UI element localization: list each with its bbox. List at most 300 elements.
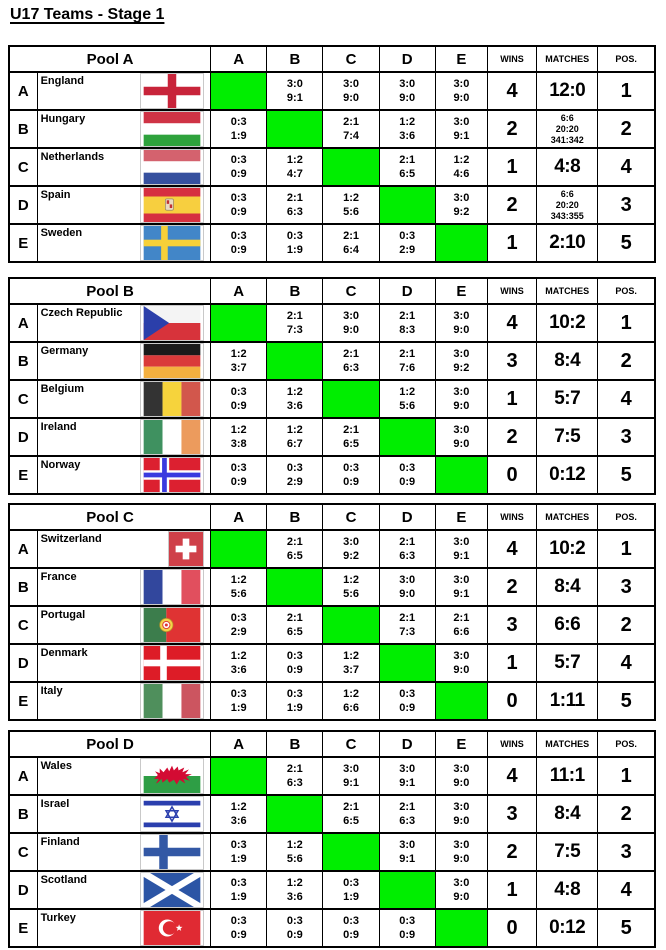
netherlands-flag-icon	[141, 150, 203, 184]
norway-flag-icon	[141, 458, 203, 492]
team-cell	[37, 380, 211, 418]
score-cell: 2:1 6:5	[323, 418, 379, 456]
score-cell: 0:3 1:9	[211, 110, 267, 148]
score-cell: 1:2 5:6	[211, 568, 267, 606]
team-row	[9, 871, 655, 909]
score-cell: 3:0 9:0	[323, 304, 379, 342]
column-header-e: E	[435, 278, 487, 304]
team-name: Germany	[40, 345, 89, 357]
team-cell	[37, 644, 211, 682]
score-cell: 0:3 1:9	[211, 682, 267, 720]
row-letter: A	[9, 72, 37, 110]
team-name: France	[40, 571, 77, 583]
team-row	[9, 833, 655, 871]
score-cell: 3:0 9:0	[379, 72, 435, 110]
score-cell: 3:0 9:1	[323, 757, 379, 795]
self-cell	[323, 148, 379, 186]
score-cell: 2:1 7:4	[323, 110, 379, 148]
score-cell: 0:3 0:9	[211, 380, 267, 418]
pools-container	[8, 45, 666, 948]
team-row	[9, 224, 655, 262]
scotland-flag-icon	[141, 873, 203, 907]
matches-value: 4:8	[537, 148, 598, 186]
team-row	[9, 72, 655, 110]
position-value: 1	[598, 304, 655, 342]
row-letter: A	[9, 530, 37, 568]
team-name: Hungary	[40, 113, 86, 125]
portugal-flag-icon	[141, 608, 203, 642]
pool-name: Pool D	[9, 731, 211, 757]
wins-value: 2	[487, 568, 536, 606]
matches-value: 0:12	[537, 456, 598, 494]
self-cell	[211, 72, 267, 110]
matches-value: 12:0	[537, 72, 598, 110]
wins-value: 0	[487, 682, 536, 720]
team-name: Spain	[40, 189, 71, 201]
self-cell	[379, 186, 435, 224]
score-cell: 1:2 3:6	[211, 795, 267, 833]
matches-value: 5:7	[537, 644, 598, 682]
team-row	[9, 568, 655, 606]
score-cell: 2:1 6:4	[323, 224, 379, 262]
position-value: 3	[598, 833, 655, 871]
wins-value: 2	[487, 186, 536, 224]
team-cell	[37, 304, 211, 342]
column-header-e: E	[435, 46, 487, 72]
team-cell	[37, 682, 211, 720]
self-cell	[267, 795, 323, 833]
self-cell	[323, 606, 379, 644]
position-value: 2	[598, 606, 655, 644]
column-header-a: A	[211, 46, 267, 72]
score-cell: 2:1 6:3	[379, 530, 435, 568]
score-cell: 1:2 5:6	[323, 568, 379, 606]
position-value: 5	[598, 909, 655, 947]
matches-value: 0:12	[537, 909, 598, 947]
ireland-flag-icon	[141, 420, 203, 454]
team-name: Switzerland	[40, 533, 102, 545]
position-value: 1	[598, 530, 655, 568]
wins-header: WINS	[487, 504, 536, 530]
row-letter: D	[9, 186, 37, 224]
score-cell: 0:3 0:9	[267, 909, 323, 947]
team-name: Sweden	[40, 227, 83, 239]
pool-table-d	[8, 730, 656, 948]
position-value: 3	[598, 568, 655, 606]
team-name: Denmark	[40, 647, 88, 659]
self-cell	[267, 568, 323, 606]
row-letter: C	[9, 148, 37, 186]
score-cell: 1:2 3:7	[211, 342, 267, 380]
team-row	[9, 418, 655, 456]
matches-value: 11:1	[537, 757, 598, 795]
team-row	[9, 682, 655, 720]
team-row	[9, 530, 655, 568]
score-cell: 0:3 1:9	[211, 833, 267, 871]
matches-header: MATCHES	[537, 46, 598, 72]
row-letter: A	[9, 304, 37, 342]
position-value: 4	[598, 644, 655, 682]
team-cell	[37, 110, 211, 148]
team-row	[9, 795, 655, 833]
position-value: 3	[598, 418, 655, 456]
team-row	[9, 456, 655, 494]
score-cell: 1:2 3:6	[267, 871, 323, 909]
matches-value: 6:6 20:20 343:355	[537, 186, 598, 224]
position-value: 5	[598, 456, 655, 494]
wins-value: 1	[487, 644, 536, 682]
score-cell: 3:0 9:0	[435, 72, 487, 110]
score-cell: 2:1 6:3	[379, 795, 435, 833]
matches-value: 8:4	[537, 795, 598, 833]
score-cell: 2:1 8:3	[379, 304, 435, 342]
self-cell	[379, 871, 435, 909]
score-cell: 1:2 5:6	[267, 833, 323, 871]
switzerland-flag-icon	[169, 532, 203, 566]
row-letter: B	[9, 342, 37, 380]
self-cell	[379, 418, 435, 456]
belgium-flag-icon	[141, 382, 203, 416]
wins-value: 1	[487, 871, 536, 909]
score-cell: 3:0 9:1	[435, 530, 487, 568]
hungary-flag-icon	[141, 112, 203, 146]
matches-value: 8:4	[537, 568, 598, 606]
team-cell	[37, 418, 211, 456]
column-header-d: D	[379, 731, 435, 757]
self-cell	[267, 342, 323, 380]
row-letter: D	[9, 871, 37, 909]
pos-header: POS.	[598, 278, 655, 304]
column-header-b: B	[267, 278, 323, 304]
column-header-b: B	[267, 731, 323, 757]
wins-value: 3	[487, 342, 536, 380]
turkey-flag-icon	[141, 911, 203, 945]
spain-flag-icon	[141, 188, 203, 222]
matches-value: 2:10	[537, 224, 598, 262]
score-cell: 1:2 3:7	[323, 644, 379, 682]
row-letter: E	[9, 224, 37, 262]
score-cell: 3:0 9:2	[435, 186, 487, 224]
team-cell	[37, 757, 211, 795]
czech-flag-icon	[141, 306, 203, 340]
score-cell: 0:3 0:9	[211, 224, 267, 262]
pool-table-a	[8, 45, 656, 263]
israel-flag-icon	[141, 797, 203, 831]
wins-value: 1	[487, 148, 536, 186]
score-cell: 0:3 0:9	[211, 909, 267, 947]
pool-table-c	[8, 503, 656, 721]
column-header-d: D	[379, 46, 435, 72]
score-cell: 1:2 4:6	[435, 148, 487, 186]
team-name: Wales	[40, 760, 72, 772]
matches-value: 8:4	[537, 342, 598, 380]
score-cell: 3:0 9:0	[435, 418, 487, 456]
germany-flag-icon	[141, 344, 203, 378]
team-name: England	[40, 75, 84, 87]
column-header-a: A	[211, 278, 267, 304]
score-cell: 0:3 2:9	[379, 224, 435, 262]
finland-flag-icon	[141, 835, 203, 869]
score-cell: 1:2 6:7	[267, 418, 323, 456]
self-cell	[211, 530, 267, 568]
wins-value: 2	[487, 833, 536, 871]
pool-name: Pool C	[9, 504, 211, 530]
score-cell: 1:2 5:6	[379, 380, 435, 418]
row-letter: B	[9, 568, 37, 606]
team-cell	[37, 833, 211, 871]
column-header-d: D	[379, 278, 435, 304]
matches-value: 5:7	[537, 380, 598, 418]
team-row	[9, 644, 655, 682]
score-cell: 1:2 3:6	[267, 380, 323, 418]
score-cell: 3:0 9:0	[435, 795, 487, 833]
wins-header: WINS	[487, 278, 536, 304]
score-cell: 3:0 9:0	[435, 871, 487, 909]
pos-header: POS.	[598, 46, 655, 72]
team-row	[9, 186, 655, 224]
row-letter: E	[9, 909, 37, 947]
score-cell: 2:1 6:5	[267, 606, 323, 644]
italy-flag-icon	[141, 684, 203, 718]
team-cell	[37, 186, 211, 224]
score-cell: 0:3 2:9	[267, 456, 323, 494]
team-name: Norway	[40, 459, 81, 471]
score-cell: 2:1 7:3	[267, 304, 323, 342]
column-header-b: B	[267, 46, 323, 72]
score-cell: 2:1 6:3	[267, 186, 323, 224]
team-row	[9, 909, 655, 947]
score-cell: 3:0 9:0	[435, 644, 487, 682]
score-cell: 0:3 0:9	[211, 456, 267, 494]
position-value: 4	[598, 380, 655, 418]
row-letter: D	[9, 418, 37, 456]
row-letter: B	[9, 110, 37, 148]
column-header-a: A	[211, 504, 267, 530]
column-header-a: A	[211, 731, 267, 757]
score-cell: 3:0 9:0	[435, 757, 487, 795]
row-letter: A	[9, 757, 37, 795]
self-cell	[211, 304, 267, 342]
wales-flag-icon	[141, 759, 203, 793]
team-row	[9, 606, 655, 644]
self-cell	[435, 456, 487, 494]
team-cell	[37, 909, 211, 947]
matches-value: 1:11	[537, 682, 598, 720]
row-letter: C	[9, 606, 37, 644]
score-cell: 1:2 3:6	[379, 110, 435, 148]
sweden-flag-icon	[141, 226, 203, 260]
pos-header: POS.	[598, 731, 655, 757]
matches-header: MATCHES	[537, 731, 598, 757]
team-cell	[37, 342, 211, 380]
score-cell: 3:0 9:0	[435, 380, 487, 418]
score-cell: 3:0 9:1	[379, 833, 435, 871]
position-value: 4	[598, 871, 655, 909]
score-cell: 1:2 5:6	[323, 186, 379, 224]
wins-value: 0	[487, 909, 536, 947]
score-cell: 0:3 1:9	[267, 224, 323, 262]
score-cell: 1:2 3:8	[211, 418, 267, 456]
self-cell	[379, 644, 435, 682]
wins-value: 3	[487, 795, 536, 833]
team-cell	[37, 72, 211, 110]
score-cell: 0:3 1:9	[267, 682, 323, 720]
position-value: 5	[598, 682, 655, 720]
score-cell: 3:0 9:1	[435, 110, 487, 148]
position-value: 2	[598, 342, 655, 380]
score-cell: 3:0 9:0	[323, 72, 379, 110]
score-cell: 0:3 0:9	[323, 456, 379, 494]
team-name: Italy	[40, 685, 63, 697]
score-cell: 3:0 9:2	[323, 530, 379, 568]
wins-value: 4	[487, 72, 536, 110]
score-cell: 2:1 6:5	[379, 148, 435, 186]
column-header-c: C	[323, 731, 379, 757]
position-value: 2	[598, 110, 655, 148]
column-header-d: D	[379, 504, 435, 530]
self-cell	[211, 757, 267, 795]
matches-value: 6:6 20:20 341:342	[537, 110, 598, 148]
score-cell: 3:0 9:2	[435, 342, 487, 380]
team-cell	[37, 606, 211, 644]
team-name: Belgium	[40, 383, 84, 395]
wins-header: WINS	[487, 46, 536, 72]
team-row	[9, 110, 655, 148]
column-header-c: C	[323, 278, 379, 304]
denmark-flag-icon	[141, 646, 203, 680]
row-letter: C	[9, 380, 37, 418]
score-cell: 2:1 6:3	[323, 342, 379, 380]
score-cell: 2:1 7:6	[379, 342, 435, 380]
england-flag-icon	[141, 74, 203, 108]
self-cell	[435, 682, 487, 720]
team-row	[9, 148, 655, 186]
team-cell	[37, 871, 211, 909]
score-cell: 2:1 6:5	[323, 795, 379, 833]
score-cell: 0:3 1:9	[211, 871, 267, 909]
team-name: Ireland	[40, 421, 77, 433]
wins-value: 1	[487, 224, 536, 262]
score-cell: 3:0 9:0	[435, 304, 487, 342]
france-flag-icon	[141, 570, 203, 604]
matches-value: 7:5	[537, 418, 598, 456]
score-cell: 0:3 0:9	[211, 148, 267, 186]
position-value: 2	[598, 795, 655, 833]
row-letter: E	[9, 682, 37, 720]
self-cell	[323, 380, 379, 418]
score-cell: 2:1 6:5	[267, 530, 323, 568]
team-cell	[37, 795, 211, 833]
team-cell	[37, 568, 211, 606]
matches-value: 6:6	[537, 606, 598, 644]
score-cell: 1:2 6:6	[323, 682, 379, 720]
score-cell: 2:1 6:6	[435, 606, 487, 644]
page-title: U17 Teams - Stage 1	[10, 6, 165, 23]
team-name: Czech Republic	[40, 307, 123, 319]
score-cell: 0:3 0:9	[379, 909, 435, 947]
team-cell	[37, 224, 211, 262]
team-name: Netherlands	[40, 151, 105, 163]
wins-value: 1	[487, 380, 536, 418]
score-cell: 0:3 0:9	[267, 644, 323, 682]
team-cell	[37, 148, 211, 186]
score-cell: 3:0 9:0	[379, 568, 435, 606]
row-letter: D	[9, 644, 37, 682]
pool-name: Pool A	[9, 46, 211, 72]
score-cell: 3:0 9:1	[267, 72, 323, 110]
matches-header: MATCHES	[537, 504, 598, 530]
score-cell: 3:0 9:1	[435, 568, 487, 606]
team-row	[9, 380, 655, 418]
team-name: Turkey	[40, 912, 76, 924]
score-cell: 0:3 0:9	[211, 186, 267, 224]
column-header-e: E	[435, 504, 487, 530]
wins-value: 2	[487, 418, 536, 456]
team-row	[9, 342, 655, 380]
matches-value: 10:2	[537, 530, 598, 568]
row-letter: C	[9, 833, 37, 871]
score-cell: 0:3 0:9	[323, 909, 379, 947]
score-cell: 3:0 9:0	[435, 833, 487, 871]
score-cell: 0:3 0:9	[379, 456, 435, 494]
column-header-c: C	[323, 46, 379, 72]
team-name: Finland	[40, 836, 80, 848]
wins-value: 2	[487, 110, 536, 148]
team-row	[9, 757, 655, 795]
team-row	[9, 304, 655, 342]
self-cell	[323, 833, 379, 871]
wins-value: 4	[487, 757, 536, 795]
position-value: 1	[598, 757, 655, 795]
position-value: 4	[598, 148, 655, 186]
score-cell: 0:3 0:9	[379, 682, 435, 720]
wins-value: 4	[487, 304, 536, 342]
self-cell	[435, 909, 487, 947]
self-cell	[435, 224, 487, 262]
score-cell: 1:2 3:6	[211, 644, 267, 682]
column-header-e: E	[435, 731, 487, 757]
team-cell	[37, 456, 211, 494]
column-header-c: C	[323, 504, 379, 530]
team-name: Israel	[40, 798, 70, 810]
matches-value: 4:8	[537, 871, 598, 909]
wins-value: 3	[487, 606, 536, 644]
team-name: Portugal	[40, 609, 86, 621]
matches-value: 10:2	[537, 304, 598, 342]
team-cell	[37, 530, 211, 568]
team-name: Scotland	[40, 874, 88, 886]
position-value: 3	[598, 186, 655, 224]
pos-header: POS.	[598, 504, 655, 530]
matches-header: MATCHES	[537, 278, 598, 304]
position-value: 1	[598, 72, 655, 110]
wins-value: 0	[487, 456, 536, 494]
wins-value: 4	[487, 530, 536, 568]
pool-table-b	[8, 277, 656, 495]
score-cell: 3:0 9:1	[379, 757, 435, 795]
pool-name: Pool B	[9, 278, 211, 304]
position-value: 5	[598, 224, 655, 262]
row-letter: B	[9, 795, 37, 833]
row-letter: E	[9, 456, 37, 494]
column-header-b: B	[267, 504, 323, 530]
score-cell: 0:3 2:9	[211, 606, 267, 644]
score-cell: 0:3 1:9	[323, 871, 379, 909]
score-cell: 1:2 4:7	[267, 148, 323, 186]
self-cell	[267, 110, 323, 148]
wins-header: WINS	[487, 731, 536, 757]
score-cell: 2:1 6:3	[267, 757, 323, 795]
